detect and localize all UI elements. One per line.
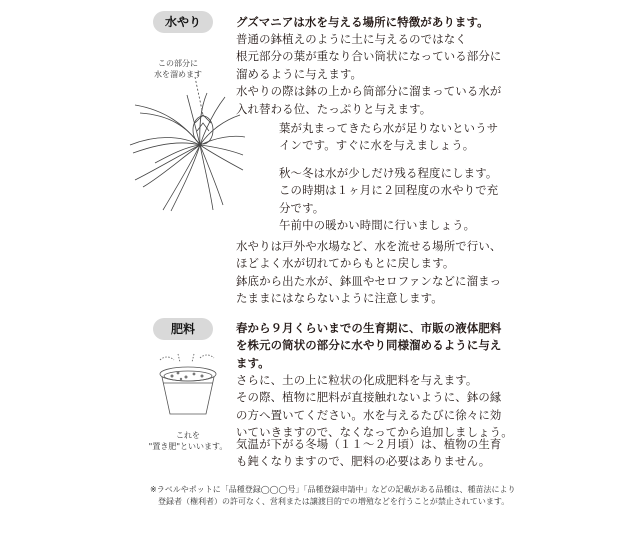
plant-illustration [125, 75, 245, 215]
plant-note: この部分に 水を溜めます [154, 59, 202, 79]
footnote: ※ラベルやポットに「品種登録◯◯◯号」「品種登録申請中」などの記載がある品種は、種苗法により 登録者（権利者）の許可なく、営利または譲渡目的での増殖などを行うことが禁止されています。 [150, 485, 516, 506]
watering-para-1: 普通の鉢植えのように土に与えるのではなく 根元部分の葉が重なり合い筒状になっている部分に 溜めるように与えます。 水やりの際は鉢の上から筒部分に溜まっている水が 入れ替わる位、たっぷりと与えます。 [236, 32, 502, 116]
watering-para-2: 葉が丸まってきたら水が足りないというサ インです。すぐに水を与えましょう。 [279, 121, 499, 153]
watering-para-4: 水やりは戸外や水場など、水を流せる場所で行い、 ほどよく水が切れてからもとに戻します。 鉢底から出た水が、鉢皿やセロファンなどに溜まっ たままにはならないように注意します。 [236, 239, 502, 306]
pot-note: これを "置き肥"といいます。 [148, 431, 228, 451]
watering-para-3: 秋～冬は水が少しだけ残る程度にします。 この時期は１ヶ月に２回程度の水やりで充 分です。 午前中の暖かい時間に行いましょう。 [279, 166, 499, 233]
watering-badge: 水やり [153, 11, 213, 33]
fertilizer-para-1: さらに、土の上に粒状の化成肥料を与えます。 その際、植物に肥料が直接触れないように、鉢の縁 の方へ置いてください。水を与えるたびに徐々に効 いていきますので、なくなってから追加しましょう。 [236, 373, 513, 440]
fertilizer-para-2: 気温が下がる冬場（１１～２月頃）は、植物の生育 も鈍くなりますので、肥料の必要はありません。 [236, 437, 502, 469]
fertilizer-heading: 春から９月くらいまでの生育期に、市販の液体肥料 を株元の筒状の部分に水やり同様溜めるように与え ます。 [236, 321, 502, 370]
watering-heading: グズマニアは水を与える場所に特徴があります。 [236, 15, 489, 29]
fertilizer-badge: 肥料 [153, 318, 213, 340]
pot-illustration [150, 352, 230, 422]
